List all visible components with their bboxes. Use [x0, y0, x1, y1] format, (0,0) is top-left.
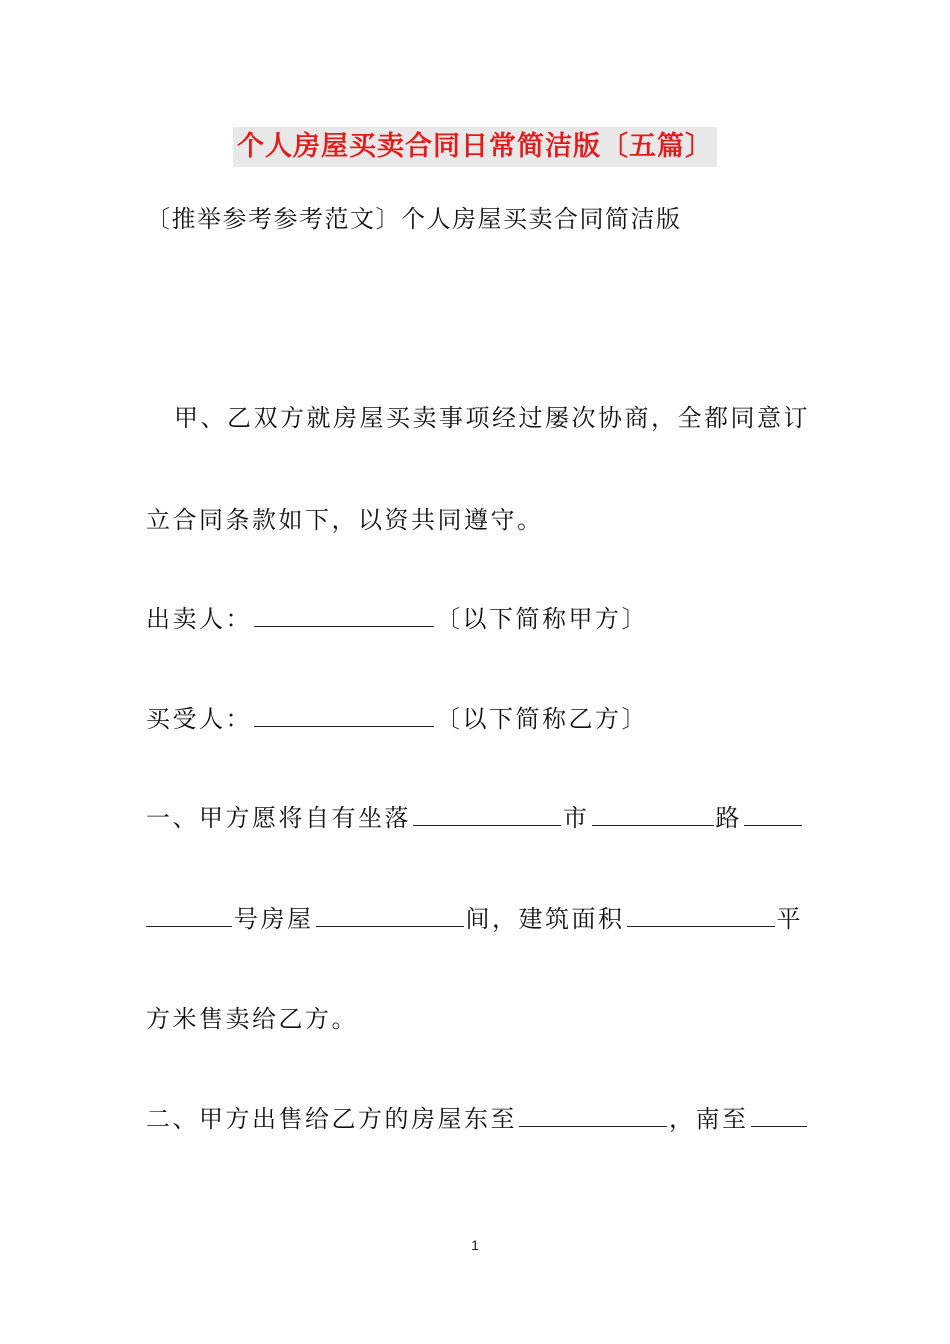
document-title: 个人房屋买卖合同日常简洁版〔五篇〕 [233, 127, 717, 167]
area-blank [627, 904, 775, 927]
clause-1-text-a: 一、甲方愿将自有坐落 [146, 804, 411, 832]
intro-paragraph-line-1 [146, 401, 810, 435]
seller-label: 出卖人： [146, 605, 252, 633]
intro-text-1: 甲、乙双方就房屋买卖事项经过屡次协商，全都同意订 [174, 404, 810, 432]
intro-paragraph-line-2: 立合同条款如下，以资共同遵守。 [146, 506, 544, 534]
south-boundary-blank [751, 1104, 807, 1127]
location-blank [413, 803, 561, 826]
clause-1-text-f: 平 [776, 905, 803, 933]
east-boundary-blank [519, 1104, 667, 1127]
clause-1-text-b: 市 [563, 804, 590, 832]
seller-line [146, 602, 648, 636]
clause-2-line-1 [146, 1102, 807, 1136]
city-blank [592, 803, 714, 826]
buyer-label: 买受人： [146, 705, 252, 733]
clause-1-line-1 [146, 801, 802, 835]
seller-name-blank [254, 604, 434, 627]
clause-1-text-d: 号房屋 [234, 905, 314, 933]
number-blank [146, 904, 232, 927]
clause-2-text-a: 二、甲方出售给乙方的房屋东至 [146, 1105, 517, 1133]
page-number: 1 [471, 1237, 479, 1253]
buyer-line [146, 702, 648, 736]
seller-suffix: 〔以下简称甲方〕 [436, 605, 648, 633]
rooms-blank [316, 904, 464, 927]
buyer-suffix: 〔以下简称乙方〕 [436, 705, 648, 733]
clause-1-line-2 [146, 902, 803, 936]
clause-1-line-3: 方米售卖给乙方。 [146, 1005, 358, 1033]
buyer-name-blank [254, 704, 434, 727]
clause-1-text-e: 间，建筑面积 [465, 905, 625, 933]
document-subtitle: 〔推举参考参考范文〕个人房屋买卖合同简洁版 [146, 205, 682, 233]
clause-2-text-b: ，南至 [669, 1105, 749, 1133]
clause-1-text-c: 路 [715, 804, 742, 832]
road-blank [744, 803, 802, 826]
title-container [0, 127, 950, 167]
